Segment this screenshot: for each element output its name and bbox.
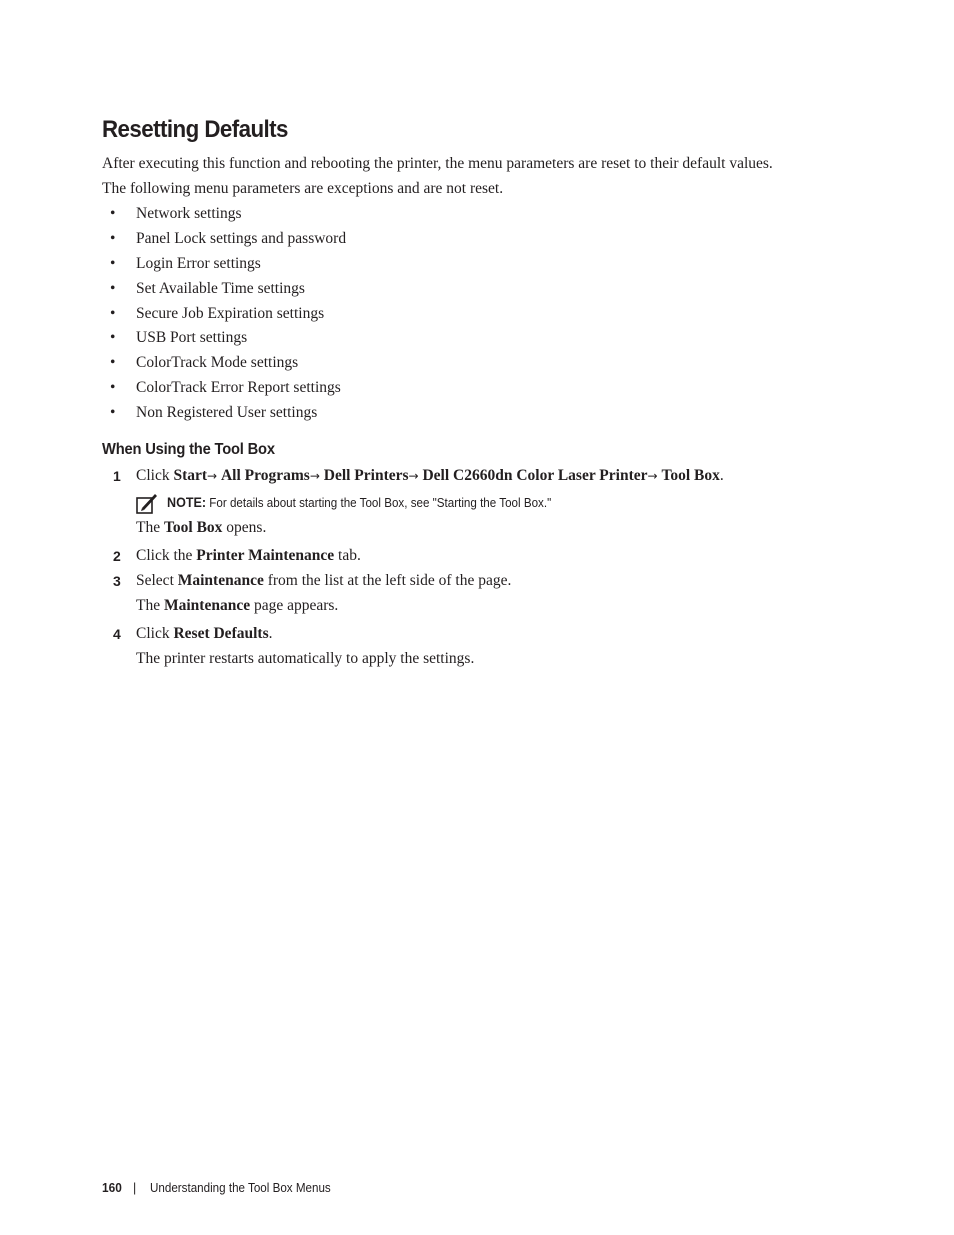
step-number: 3 <box>113 573 121 589</box>
list-item: • USB Port settings <box>110 326 346 351</box>
list-item: • Network settings <box>110 202 346 227</box>
exceptions-intro: The following menu parameters are exceptions and are not reset. <box>102 180 504 197</box>
list-item: • Set Available Time settings <box>110 277 346 302</box>
bullet-icon: • <box>110 354 116 372</box>
intro-paragraph: After executing this function and rebooting the printer, the menu parameters are reset to their default values. <box>102 155 773 172</box>
arrow-icon: → <box>408 469 419 483</box>
bullet-icon: • <box>110 229 116 247</box>
page-number: 160 <box>102 1181 122 1195</box>
list-item: • Secure Job Expiration settings <box>110 302 346 327</box>
note-text: NOTE: For details about starting the Tool Box, see "Starting the Tool Box." <box>167 495 552 510</box>
list-item: • ColorTrack Error Report settings <box>110 376 346 401</box>
step-1-text: Click Start→ All Programs→ Dell Printers→ Dell C2660dn Color Laser Printer→ Tool Box. <box>136 467 724 484</box>
page-footer <box>102 1181 331 1195</box>
arrow-icon: → <box>647 469 658 483</box>
section-subheading: When Using the Tool Box <box>102 441 275 458</box>
step-3-text: Select Maintenance from the list at the left side of the page. <box>136 572 512 589</box>
bullet-icon: • <box>110 254 116 272</box>
step-4-result: The printer restarts automatically to apply the settings. <box>136 650 475 667</box>
step-number: 4 <box>113 626 121 642</box>
step-1-result: The Tool Box opens. <box>136 519 267 536</box>
step-2-text: Click the Printer Maintenance tab. <box>136 547 361 564</box>
bullet-icon: • <box>110 404 116 422</box>
list-item: • ColorTrack Mode settings <box>110 351 346 376</box>
menu-path-item: Start <box>173 467 208 484</box>
menu-path-item: Tool Box <box>661 467 720 484</box>
bullet-icon: • <box>110 279 116 297</box>
footer-section-title: Understanding the Tool Box Menus <box>150 1181 331 1195</box>
menu-path-item: Dell Printers <box>323 467 409 484</box>
step-number: 2 <box>113 548 121 564</box>
bullet-icon: • <box>110 205 116 222</box>
list-item: • Panel Lock settings and password <box>110 227 346 252</box>
arrow-icon: → <box>309 469 320 483</box>
arrow-icon: → <box>207 469 218 483</box>
step-3-result: The Maintenance page appears. <box>136 597 339 614</box>
footer-separator: | <box>133 1181 137 1195</box>
list-item: • Non Registered User settings <box>110 401 346 426</box>
step-4-text: Click Reset Defaults. <box>136 625 273 642</box>
note-pencil-icon <box>136 493 158 515</box>
exceptions-list <box>110 202 346 426</box>
bullet-icon: • <box>110 329 116 347</box>
menu-path-item: All Programs <box>220 467 310 484</box>
note-label: NOTE: <box>167 495 207 510</box>
step-number: 1 <box>113 468 121 484</box>
list-item: • Login Error settings <box>110 252 346 277</box>
page-title: Resetting Defaults <box>102 116 288 143</box>
bullet-icon: • <box>110 304 116 322</box>
menu-path-item: Dell C2660dn Color Laser Printer <box>422 467 648 484</box>
bullet-icon: • <box>110 379 116 397</box>
